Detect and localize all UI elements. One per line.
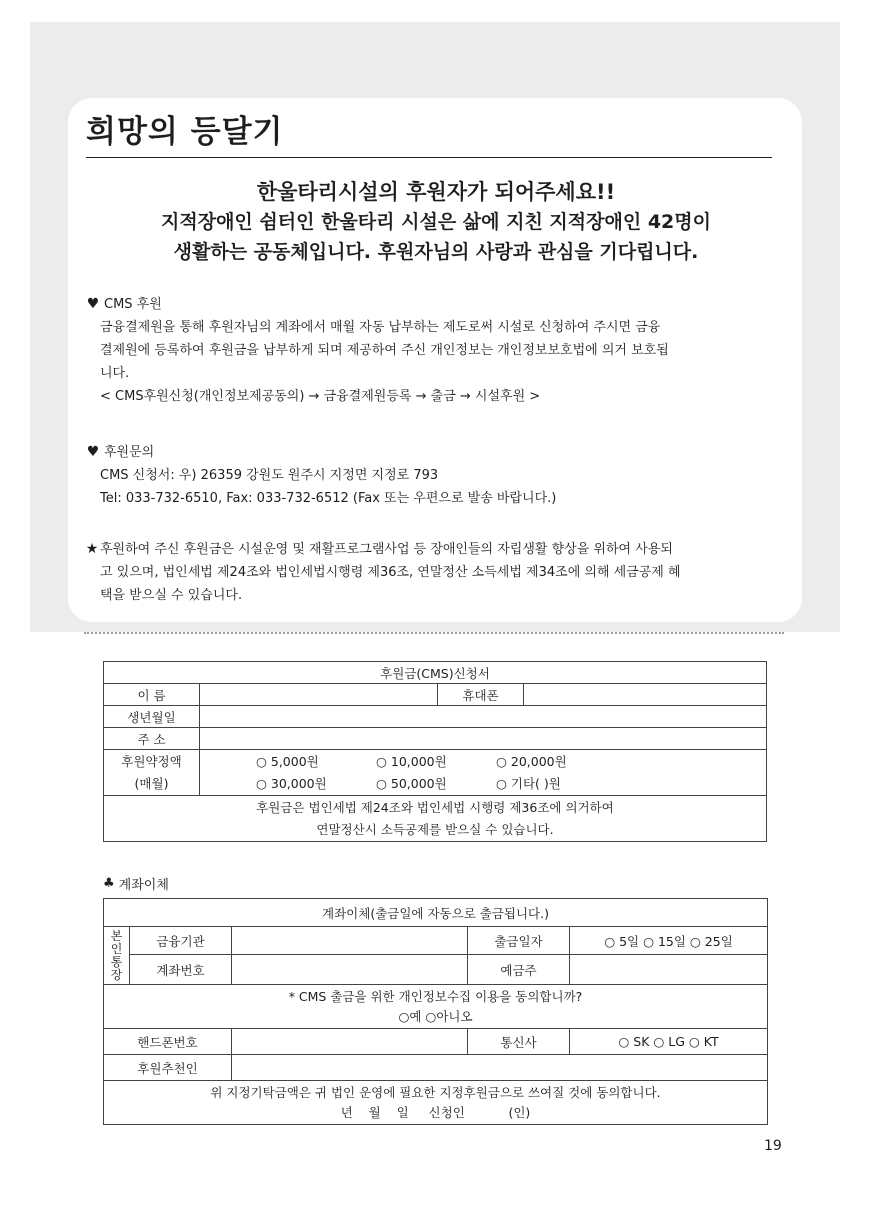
cms-heading: CMS 후원: [104, 297, 162, 312]
account-field[interactable]: [232, 955, 468, 985]
phone-field[interactable]: [524, 684, 767, 706]
dotted-divider: [84, 632, 784, 634]
amount-label: [104, 750, 200, 796]
date-options[interactable]: ○ 5일 ○ 15일 ○ 25일: [570, 927, 768, 955]
notice-line-1: 후원하여 주신 후원금은 시설운영 및 재활프로그램사업 등 장애인들의 자립생활 향상을 위하여 사용되: [100, 542, 673, 557]
consent-text: * CMS 출금을 위한 개인정보수집 이용을 동의합니까?: [288, 988, 583, 1004]
club-icon: ♣: [103, 876, 115, 891]
inquiry-section: [86, 441, 786, 510]
holder-label: 예금주: [468, 955, 570, 985]
account-label: 계좌번호: [130, 955, 232, 985]
bank-field[interactable]: [232, 927, 468, 955]
agreement-text: 위 지정기탁금액은 귀 법인 운영에 필요한 지정후원금으로 쓰여질 것에 동의합니다.: [210, 1084, 661, 1100]
signature-line[interactable]: 년 월 일 신청인 (인): [340, 1104, 531, 1120]
tax-notice: [84, 538, 786, 607]
phone-label: 휴대폰: [438, 684, 524, 706]
referrer-field[interactable]: [232, 1055, 768, 1081]
amount-option[interactable]: ○ 20,000원: [496, 753, 567, 769]
consent-question: [104, 985, 768, 1029]
side-label: [104, 927, 130, 985]
page-number: 19: [764, 1138, 782, 1154]
cms-text-1: 금융결제원을 통해 후원자님의 계좌에서 매월 자동 납부하는 제도로써 시설로 신청하여 주시면 금융: [100, 320, 661, 335]
mobile-field[interactable]: [232, 1029, 468, 1055]
transfer-form: [103, 898, 768, 1125]
referrer-label: 후원추천인: [104, 1055, 232, 1081]
amount-option[interactable]: ○ 기타( )원: [496, 775, 561, 791]
amount-option[interactable]: ○ 5,000원: [256, 753, 319, 769]
form-note-2: 연말정산시 소득공제를 받으실 수 있습니다.: [316, 821, 554, 837]
notice-line-3: 택을 받으실 수 있습니다.: [100, 588, 243, 603]
heart-icon: ♥: [86, 296, 100, 312]
headline-sub-2: 생활하는 공동체입니다. 후원자님의 사랑과 관심을 기다립니다.: [173, 241, 699, 263]
side-char: 통: [110, 954, 123, 969]
amount-label-1: 후원약정액: [121, 753, 182, 769]
side-char: 장: [110, 967, 123, 982]
cms-text-3: 니다.: [100, 366, 130, 381]
form-title: 후원금(CMS)신청서: [104, 662, 767, 684]
cms-application-form: [103, 661, 767, 842]
headline-main: 한울타리시설의 후원자가 되어주세요!!: [256, 180, 616, 204]
cms-flow: < CMS후원신청(개인정보제공동의) → 금융결제원등록 → 출금 → 시설후원 >: [100, 389, 541, 404]
agreement: [104, 1081, 768, 1125]
amount-options: [200, 750, 767, 796]
transfer-title: 계좌이체(출금일에 자동으로 출금됩니다.): [104, 899, 768, 927]
inquiry-address: CMS 신청서: 우) 26359 강원도 원주시 지정면 지정로 793: [100, 468, 439, 483]
cms-section: [86, 293, 786, 408]
amount-option[interactable]: ○ 50,000원: [376, 775, 447, 791]
amount-label-2: (매월): [134, 775, 169, 791]
birth-label: 생년월일: [104, 706, 200, 728]
amount-option[interactable]: ○ 10,000원: [376, 753, 447, 769]
heart-icon: ♥: [86, 444, 100, 460]
form-note: [104, 796, 767, 842]
transfer-heading: [103, 874, 169, 893]
form-note-1: 후원금은 법인세법 제24조와 법인세법 시행령 제36조에 의거하여: [256, 799, 614, 815]
name-label: 이 름: [104, 684, 200, 706]
star-icon: ★: [85, 541, 99, 557]
page-title: 희망의 등달기: [86, 114, 284, 150]
address-label: 주 소: [104, 728, 200, 750]
transfer-heading-label: 계좌이체: [118, 878, 169, 893]
inquiry-heading: 후원문의: [104, 445, 155, 460]
title-rule: [86, 157, 772, 158]
inquiry-contact: Tel: 033-732-6510, Fax: 033-732-6512 (Fax 또는 우편으로 발송 바랍니다.): [100, 491, 557, 506]
date-label: 출금일자: [468, 927, 570, 955]
holder-field[interactable]: [570, 955, 768, 985]
amount-option[interactable]: ○ 30,000원: [256, 775, 327, 791]
headline-sub-1: 지적장애인 쉼터인 한울타리 시설은 삶에 지친 지적장애인 42명이: [161, 211, 711, 233]
side-char: 인: [110, 941, 123, 956]
name-field[interactable]: [200, 684, 438, 706]
birth-field[interactable]: [200, 706, 767, 728]
carrier-options[interactable]: ○ SK ○ LG ○ KT: [570, 1029, 768, 1055]
mobile-label: 핸드폰번호: [104, 1029, 232, 1055]
address-field[interactable]: [200, 728, 767, 750]
bank-label: 금융기관: [130, 927, 232, 955]
side-char: 본: [110, 928, 123, 943]
cms-text-2: 결제원에 등록하여 후원금을 납부하게 되며 제공하여 주신 개인정보는 개인정보보호법에 의거 보호됩: [100, 343, 669, 358]
consent-options[interactable]: ○예 ○아니오: [398, 1008, 473, 1024]
notice-line-2: 고 있으며, 법인세법 제24조와 법인세법시행령 제36조, 연말정산 소득세법 제34조에 의해 세금공제 혜: [100, 565, 681, 580]
carrier-label: 통신사: [468, 1029, 570, 1055]
